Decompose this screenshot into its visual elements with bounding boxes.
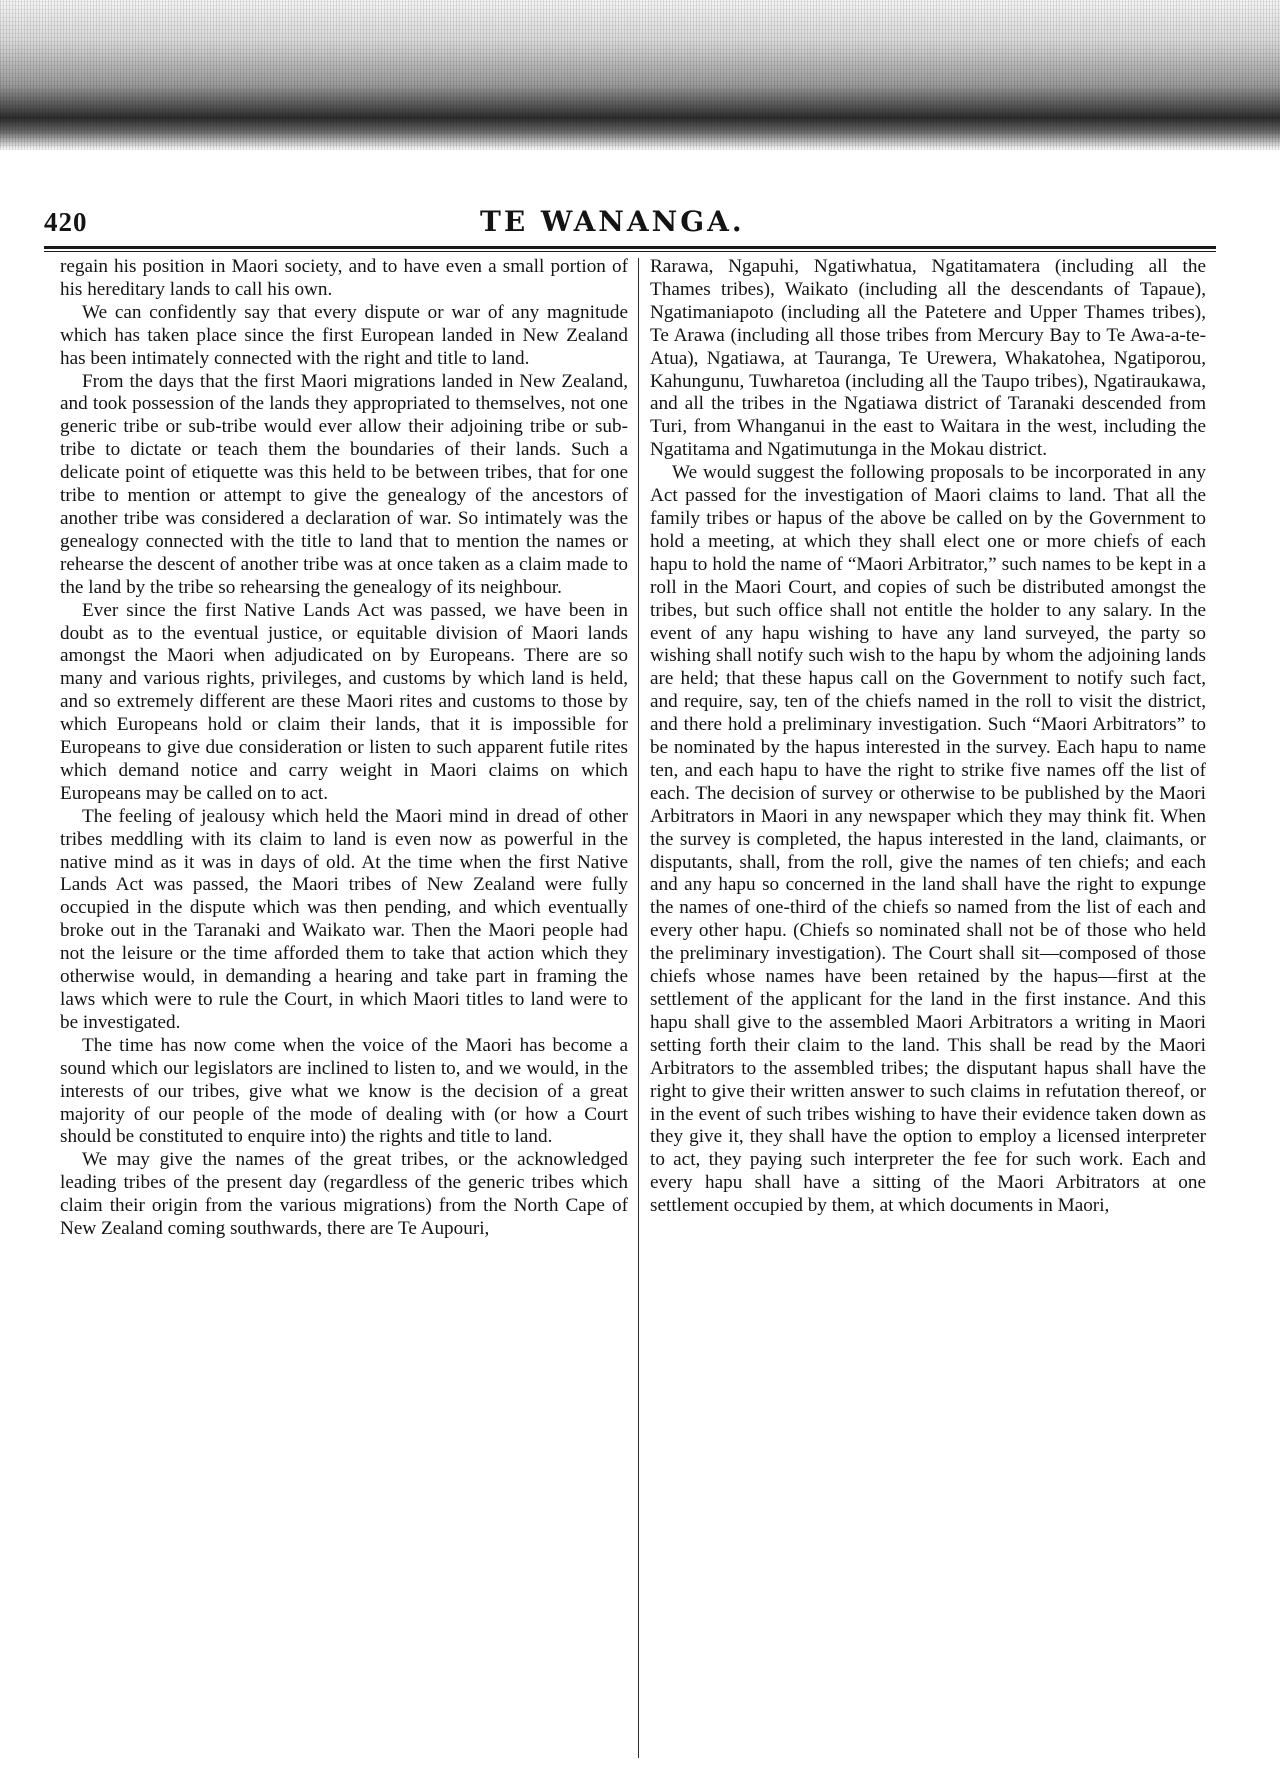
paragraph: We can confidently say that every dispute or war of any magnitude which has taken place since the first European landed in New Zealand has been intimately connected with the right and title to land. [60,301,628,369]
paragraph: We would suggest the following proposals to be incorporated in any Act passed for the investigation of Maori claims to land. That all the family tribes or hapus of the above be called on by the Government to hold a meeting, at which they shall elect one or more chiefs of each hapu to hold the name of “Maori Arbitrator,” such names to be kept in a roll in the Maori Court, and copies of such be distributed amongst the tribes, but such office shall not entitle the holder to any salary. In the event of any hapu wishing to have any land surveyed, the party so wishing shall notify such wish to the hapu by whom the adjoining lands are held; that these hapus call on the Government to notify such fact, and require, say, ten of the chiefs named in the roll to visit the district, and there hold a preliminary investigation. Such “Maori Arbitrators” to be nominated by the hapus interested in the survey. Each hapu to name ten, and each hapu to have the right to strike five names off the list of each. The decision of survey or otherwise to be published by the Maori Arbitrators in Maori in any newspaper which they may think fit. When the survey is completed, the hapus interested in the land, claimants, or disputants, shall, from the roll, give the names of ten chiefs; and each and any hapu so concerned in the land shall have the right to expunge the names of one-third of the chiefs so named from the list of each and every other hapu. (Chiefs so nominated shall not be of those who held the preliminary investigation). The Court shall sit—composed of those chiefs whose names have been retained by the hapus—first at the settlement of the applicant for the land in the first instance. And this hapu shall give to the assembled Maori Arbitrators a writing in Maori setting forth their claim to the land. This shall be read by the Maori Arbitrators to the assembled tribes; the disputant hapus shall have the right to give their written answer to such claims in refutation thereof, or in the event of such tribes wishing to have their evidence taken down as they give it, they shall have the option to employ a licensed interpreter to act, they paying such interpreter the fee for such work. Each and every hapu shall have a sitting of the Maori Arbitrators at one settlement occupied by them, at which documents in Maori, [650,462,1206,1217]
paragraph: We may give the names of the great tribes, or the acknowledged leading tribes of the present day (regardless of the generic tribes which claim their origin from the various migrations) from the North Cape of New Zealand coming southwards, there are Te Aupouri, [60,1149,628,1240]
paragraph: regain his position in Maori society, and to have even a small portion of his hereditary lands to call his own. [60,256,628,300]
newspaper-title: TE WANANGA. [480,205,745,238]
right-column [650,256,1206,1218]
page-number: 420 [44,207,88,237]
header-rule [44,246,1216,249]
paragraph: The feeling of jealousy which held the Maori mind in dread of other tribes meddling with its claim to land is even now as powerful in the native mind as it was in days of old. At the time when the first Native Lands Act was passed, the Maori tribes of New Zealand were fully occupied in the dispute which was then pending, and which eventually broke out in the Taranaki and Waikato war. Then the Maori people had not the leisure or the time afforded them to take that action which they otherwise would, in demanding a hearing and take part in framing the laws which were to rule the Court, in which Maori titles to land were to be investigated. [60,805,628,1033]
header-rule-thin [44,251,1216,252]
left-column [60,256,628,1241]
scanned-page-edge [0,0,1280,150]
paragraph: Rarawa, Ngapuhi, Ngatiwhatua, Ngatitamatera (including all the Thames tribes), Waikato (including all the descendants of Tapaue), Ngatimaniapoto (including all the Patetere and Upper Thames tribes), Te Arawa (including all those tribes from Mercury Bay to Te Awa-a-te-Atua), Ngatiawa, at Tauranga, Te Urewera, Whakatohea, Ngatiporou, Kahungunu, Tuwharetoa (including all the Taupo tribes), Ngatiraukawa, and all the tribes in the Ngatiawa district of Taranaki descended from Turi, from Whanganui in the east to Waitara in the west, including the Ngatitama and Ngatimutunga in the Mokau district. [650,256,1206,461]
paragraph: Ever since the first Native Lands Act was passed, we have been in doubt as to the eventual justice, or equitable division of Maori lands amongst the Maori when adjudicated on by Europeans. There are so many and various rights, privileges, and customs by which land is held, and so extremely different are these Maori rites and customs to those by which Europeans hold or claim their lands, that it is impossible for Europeans to give due consideration or listen to such apparent futile rites which demand notice and carry weight in Maori claims on which Europeans may be called on to act. [60,599,628,804]
paragraph: From the days that the first Maori migrations landed in New Zealand, and took possession of the lands they appropriated to themselves, not one generic tribe or sub-tribe would ever allow their adjoining tribe or sub-tribe to dictate or teach them the boundaries of their lands. Such a delicate point of etiquette was this held to be between tribes, that for one tribe to mention or attempt to give the genealogy of the ancestors of another tribe was considered a declaration of war. So intimately was the genealogy connected with the title to land that to mention the names or rehearse the descent of another tribe was at once taken as a claim made to the land by the tribe so rehearsing the genealogy of its neighbour. [60,370,628,598]
paragraph: The time has now come when the voice of the Maori has become a sound which our legislators are inclined to listen to, and we would, in the interests of our tribes, give what we know is the decision of a great majority of our people of the mode of dealing with (or how a Court should be constituted to enquire into) the rights and title to land. [60,1034,628,1148]
column-divider [638,258,639,1758]
